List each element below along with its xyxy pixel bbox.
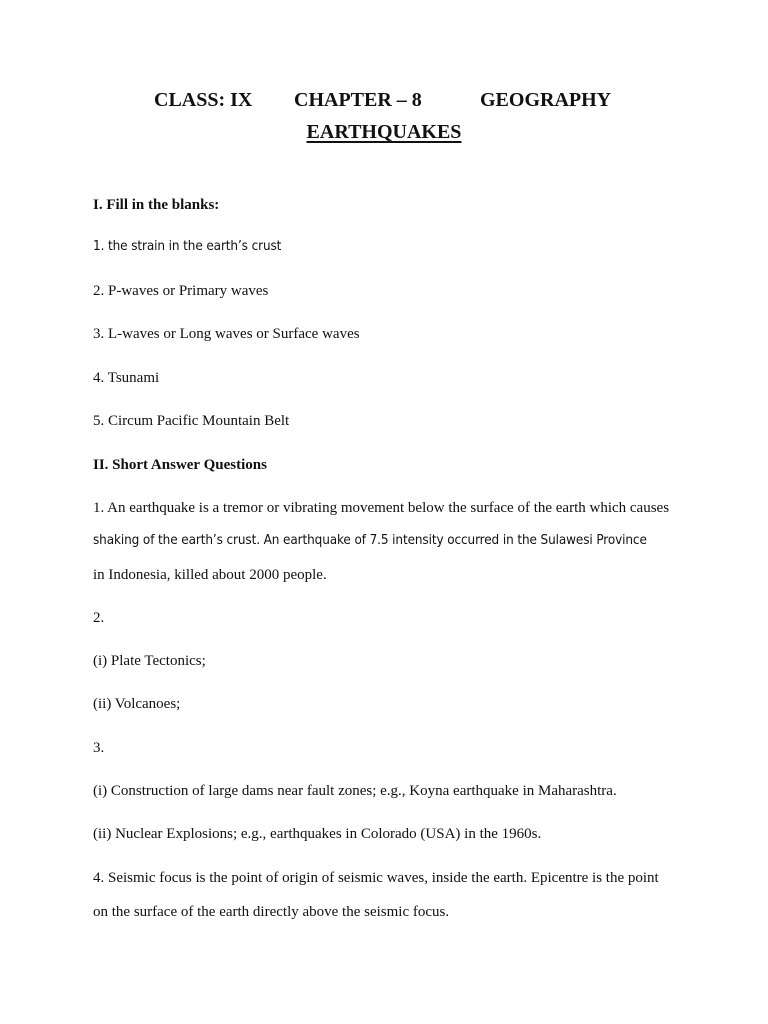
- list-item: 1. the strain in the earth’s crust: [93, 239, 282, 254]
- class-label: CLASS: IX: [154, 89, 253, 111]
- section-heading-fill-blanks: I. Fill in the blanks:: [93, 197, 220, 213]
- question-number: 3.: [93, 740, 105, 756]
- answer-line: 1. An earthquake is a tremor or vibrating movement below the surface of the earth which causes: [93, 500, 670, 516]
- page-title: EARTHQUAKES: [306, 121, 462, 143]
- answer-line: on the surface of the earth directly above the seismic focus.: [93, 904, 450, 920]
- answer-line: 4. Seismic focus is the point of origin of seismic waves, inside the earth. Epicentre is the point: [93, 870, 659, 886]
- list-item: 4. Tsunami: [93, 370, 160, 386]
- list-item: (i) Plate Tectonics;: [93, 653, 206, 669]
- list-item: 3. L-waves or Long waves or Surface waves: [93, 326, 360, 342]
- list-item: (ii) Nuclear Explosions; e.g., earthquakes in Colorado (USA) in the 1960s.: [93, 826, 542, 842]
- list-item: 5. Circum Pacific Mountain Belt: [93, 413, 290, 429]
- section-heading-short-answer: II. Short Answer Questions: [93, 457, 267, 473]
- list-item: 2. P-waves or Primary waves: [93, 283, 269, 299]
- list-item: (ii) Volcanoes;: [93, 696, 181, 712]
- subject-label: GEOGRAPHY: [480, 89, 612, 111]
- answer-line: shaking of the earth’s crust. An earthquake of 7.5 intensity occurred in the Sulawesi Province: [93, 533, 647, 548]
- chapter-label: CHAPTER – 8: [294, 89, 422, 111]
- list-item: (i) Construction of large dams near fault zones; e.g., Koyna earthquake in Maharashtra.: [93, 783, 617, 799]
- question-number: 2.: [93, 610, 105, 626]
- answer-line: in Indonesia, killed about 2000 people.: [93, 567, 327, 583]
